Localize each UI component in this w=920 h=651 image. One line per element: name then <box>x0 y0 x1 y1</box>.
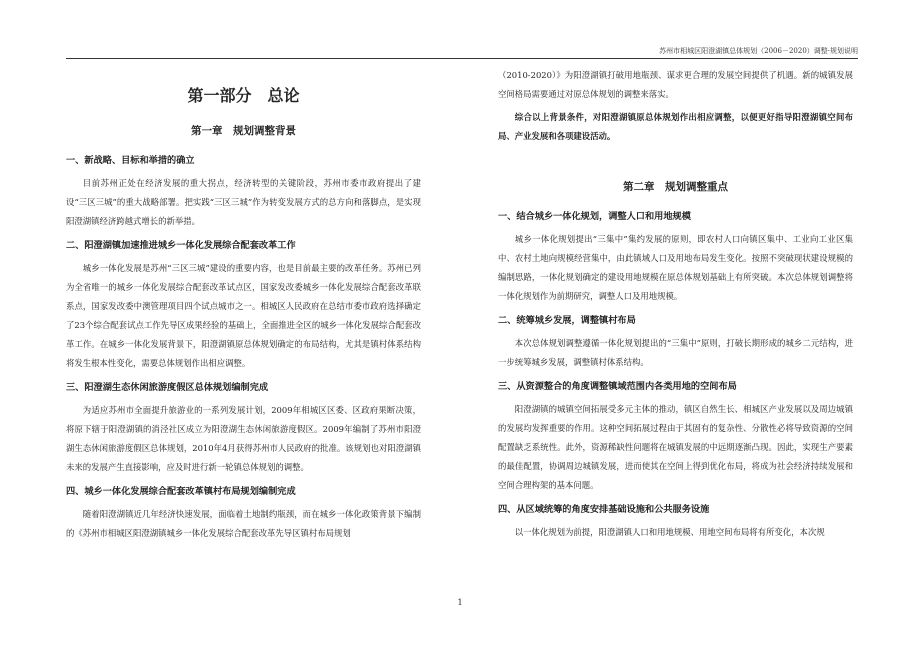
section-heading: 三、阳澄湖生态休闲旅游度假区总体规划编制完成 <box>66 382 269 393</box>
left-column <box>66 66 421 547</box>
paragraph: 城乡一体化规划提出“三集中”集约发展的原则，即农村人口向镇区集中、工业向工业区集中、农村土地向规模经营集中，由此镇域人口及用地布局发生变化。按照不突破现状建设规模的编制思路，一体化规划确定的建设用地规模在原总体规划基础上有所突破。本次总体规划调整将一体化规划作为前期研究，调整人口及用地规模。 <box>498 234 853 301</box>
header-rule <box>66 58 858 59</box>
chapter-2-title: 第二章 规划调整重点 <box>623 181 728 193</box>
section-heading: 二、阳澄湖镇加速推进城乡一体化发展综合配套改革工作 <box>66 240 296 251</box>
section-heading: 二、统筹城乡发展，调整镇村布局 <box>498 315 636 326</box>
section-heading: 三、从资源整合的角度调整镇域范围内各类用地的空间布局 <box>498 381 737 392</box>
paragraph: 为适应苏州市全面提升旅游业的一系列发展计划，2009年相城区区委、区政府果断决策，将原下辖于阳澄湖镇的消泾社区成立为阳澄湖生态休闲旅游度假区。2009年编制了苏州市阳澄湖生态休闲旅游度假区总体规划，2010年4月获得苏州市人民政府的批准。该规划也对阳澄湖镇未来的发展产生直接影响，应及时进行新一轮镇总体规划的调整。 <box>66 405 421 472</box>
paragraph: 以一体化规划为前提，阳澄湖镇人口和用地规模、用地空间布局将有所变化，本次规 <box>514 527 825 537</box>
section-heading: 一、新战略、目标和举措的确立 <box>66 155 195 166</box>
paragraph: 本次总体规划调整遵循一体化规划提出的“三集中”原则，打破长期形成的城乡二元结构，进一步统筹城乡发展，调整镇村体系结构。 <box>498 338 853 367</box>
paragraph: 城乡一体化发展是苏州“三区三城”建设的重要内容，也是目前最主要的改革任务。苏州已列为全省唯一的城乡一体化发展综合配套改革试点区，国家发改委城乡一体化发展综合配套改革联系点，国家发改委中澳管理项目四个试点城市之一。相城区人民政府在总结市委市政府选择确定了23个综合配套试点工作先导区成果经验的基础上，全面推进全区的城乡一体化发展综合配套改革工作。在城乡一体化发展背景下，阳澄湖镇原总体规划确定的布局结构，尤其是镇村体系结构将发生根本性变化，需要总体规划作出相应调整。 <box>66 263 421 368</box>
section-heading: 四、城乡一体化发展综合配套改革镇村布局规划编制完成 <box>66 486 296 497</box>
page-number: 1 <box>457 598 463 607</box>
right-column <box>498 66 853 546</box>
part-title: 第一部分 总论 <box>187 86 300 105</box>
chapter-1-title: 第一章 规划调整背景 <box>191 125 296 137</box>
page-header-text: 苏州市相城区阳澄湖镇总体规划（2006－2020）调整·规划说明 <box>659 47 858 55</box>
continuation-paragraph: （2010-2020）》为阳澄湖镇打破用地瓶颈、谋求更合理的发展空间提供了机遇。新的城镇发展空间格局需要通过对原总体规划的调整来落实。 <box>498 70 853 99</box>
summary-paragraph: 综合以上背景条件，对阳澄湖镇原总体规划作出相应调整，以便更好指导阳澄湖镇空间布局、产业发展和各项建设活动。 <box>498 112 853 141</box>
paragraph: 目前苏州正处在经济发展的重大拐点，经济转型的关键阶段，苏州市委市政府提出了建设“三区三城”的重大战略部署。把实践“三区三城”作为转变发展方式的总方向和落脚点，是实现阳澄湖镇经济跨越式增长的新举措。 <box>66 178 421 226</box>
section-heading: 一、结合城乡一体化规划，调整人口和用地规模 <box>498 211 691 222</box>
paragraph: 随着阳澄湖镇近几年经济快速发展，面临着土地制约瓶颈，而在城乡一体化政策背景下编制的《苏州市相城区阳澄湖镇城乡一体化发展综合配套改革先导区镇村布局规划 <box>66 509 421 538</box>
paragraph: 阳澄湖镇的城镇空间拓展受多元主体的推动，镇区自然生长、相城区产业发展以及周边城镇的发展均发挥重要的作用。这种空间拓展过程由于其固有的复杂性、分散性必将导致资源的空间配置缺乏系统性。此外，资源稀缺性问题将在城镇发展的中远期逐渐凸现。因此，实现生产要素的最佳配置，协调周边城镇发展，进而使其在空间上得到优化布局，将成为社会经济持续发展和空间合理构架的基本问题。 <box>498 404 853 490</box>
section-heading: 四、从区域统筹的角度安排基础设施和公共服务设施 <box>498 504 710 515</box>
